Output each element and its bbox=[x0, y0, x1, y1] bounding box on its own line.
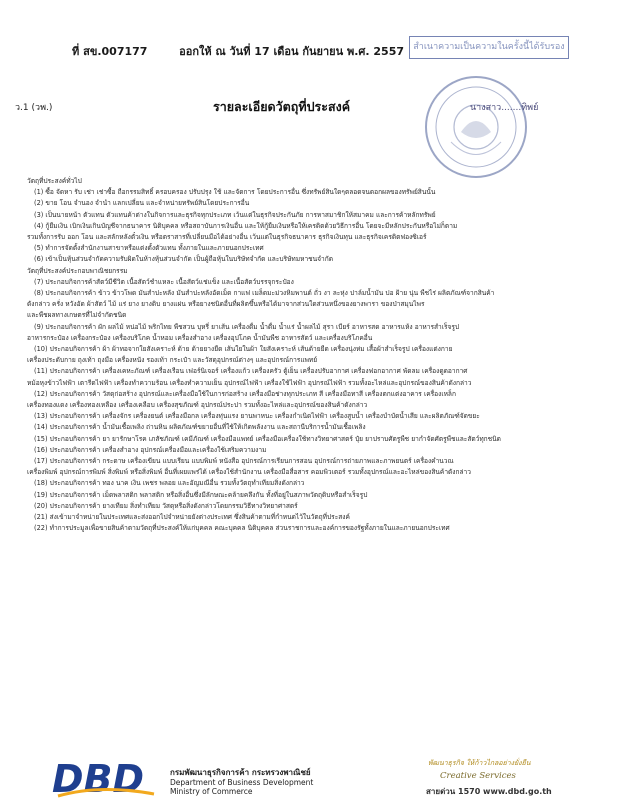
certification-stamp: สำเนาความเป็นความในครั้งนี้ได้รับรอง bbox=[409, 36, 569, 59]
objective-line: (4) กู้ยืมเงิน เบิกเงินเกินบัญชีจากธนาคาร นิติบุคคล หรือสถาบันการเงินอื่น และให้กู้ยืมเงินหรือให้เครดิตด้วยวิธีการอื่น โดยจะมีหลักประกันหรือไม่ก็ตาม bbox=[34, 221, 458, 230]
objective-line: (22) ทำการประมูลเพื่อขายสินค้าตามวัตถุที่ประสงค์ให้แก่บุคคล คณะบุคคล นิติบุคคล ส่วนราชการและองค์การของรัฐทั้งภายในและภายนอกประเทศ bbox=[34, 524, 450, 533]
objective-line: (14) ประกอบกิจการค้า น้ำมันเชื้อเพลิง ถ่านหิน ผลิตภัณฑ์ขยายอื่นที่ใช้ให้เกิดพลังงาน และสถานีบริการน้ำมันเชื้อเพลิง bbox=[34, 423, 366, 432]
official-seal-icon bbox=[421, 72, 531, 182]
objective-line: (19) ประกอบกิจการค้า เม็ดพลาสติก พลาสติก หรือสิ่งอื่นซึ่งมีลักษณะคล้ายคลึงกัน ทั้งที่อยู่ในสภาพวัตถุดิบหรือสำเร็จรูป bbox=[34, 490, 368, 499]
objective-line: วัตถุที่ประสงค์ทั่วไป bbox=[27, 177, 82, 185]
objective-line: (11) ประกอบกิจการค้า เครื่องเคหะภัณฑ์ เครื่องเรือน เฟอร์นิเจอร์ เครื่องแก้ว เครื่องครัว ตู้เย็น เครื่องปรับอากาศ เครื่องฟอกอากาศ พัดลม เครื่องดูดอากาศ bbox=[34, 367, 468, 376]
dbd-logo-text: DBD bbox=[52, 757, 145, 798]
objective-line: (20) ประกอบกิจการค้า ยางเทียม สิ่งทำเทียม วัสดุหรือสิ่งดังกล่าวโดยกรรมวิธีทางวิทยาศาสตร์ bbox=[34, 501, 298, 510]
objective-line: (5) ทำการจัดตั้งสำนักงานสาขาหรือแต่งตั้งตัวแทน ทั้งภายในและภายนอกประเทศ bbox=[34, 244, 264, 253]
department-name-th: กรมพัฒนาธุรกิจการค้า กระทรวงพาณิชย์ bbox=[170, 768, 311, 777]
issue-year: 2557 bbox=[373, 45, 405, 58]
hotline-contact: สายด่วน 1570 www.dbd.go.th bbox=[426, 787, 552, 796]
footer bbox=[0, 754, 618, 800]
dbd-logo-icon bbox=[50, 754, 158, 798]
objective-line: (7) ประกอบกิจการค้าสัตว์มีชีวิต เนื้อสัตว์ชำแหละ เนื้อสัตว์แช่แข็ง และเนื้อสัตว์บรรจุกระป๋อง bbox=[34, 277, 294, 286]
objective-line: (18) ประกอบกิจการค้า ทอง นาค เงิน เพชร พลอย และอัญมณีอื่น รวมทั้งวัตถุทำเทียมสิ่งดังกล่าว bbox=[34, 479, 305, 488]
department-info bbox=[170, 768, 313, 797]
objective-line: หม้อหุงข้าวไฟฟ้า เตารีดไฟฟ้า เครื่องทำความร้อน เครื่องทำความเย็น อุปกรณ์ไฟฟ้า เครื่องใช้ไฟฟ้า อุปกรณ์ไฟฟ้า รวมทั้งอะไหล่และอุปกรณ์ของสินค้าดังกล่าว bbox=[27, 378, 472, 387]
ministry-name-en: Ministry of Commerce bbox=[170, 787, 253, 796]
objective-line: (8) ประกอบกิจการค้า ข้าว ข้าวโพด มันสำปะหลัง มันสำปะหลังอัดเม็ด กาแฟ เมล็ดมะม่วงหิมพานต์ ถั่ว งา ละหุ่ง ปาล์มน้ำมัน ปอ ฝ้าย นุ่น พืชไร่ ผลิตภัณฑ์จากสินค้า bbox=[34, 289, 495, 298]
month-label: เดือน bbox=[273, 45, 299, 58]
issue-month: กันยายน bbox=[302, 45, 344, 58]
objective-line: และพืชผลทางเกษตรที่ไม่จำกัดชนิด bbox=[27, 311, 127, 320]
objectives-body bbox=[27, 176, 612, 535]
document-title: รายละเอียดวัตถุที่ประสงค์ bbox=[213, 99, 351, 114]
objective-line: (17) ประกอบกิจการค้า กระดาษ เครื่องเขียน แบบเรียน แบบพิมพ์ หนังสือ อุปกรณ์การเรียนการสอน อุปกรณ์การถ่ายภาพและภาพยนตร์ เครื่องคำนวณ bbox=[34, 457, 454, 466]
objective-line: (15) ประกอบกิจการค้า ยา ยารักษาโรค เภสัชภัณฑ์ เคมีภัณฑ์ เครื่องมือแพทย์ เครื่องมือเครื่องใช้ทางวิทยาศาสตร์ ปุ๋ย ยาปราบศัตรูพืช ยากำจัดศัตรูพืชและสัตว์ทุกชนิด bbox=[34, 434, 501, 443]
doc-number: สข.007177 bbox=[83, 45, 148, 58]
year-label: พ.ศ. bbox=[346, 45, 370, 58]
form-reference: ว.1 (วพ.) bbox=[15, 103, 53, 113]
objective-line: (1) ซื้อ จัดหา รับ เช่า เช่าซื้อ ถือกรรมสิทธิ์ ครอบครอง ปรับปรุง ใช้ และจัดการ โดยประการอื่น ซึ่งทรัพย์สินใดๆตลอดจนดอกผลของทรัพย์สินนั้น bbox=[34, 188, 436, 197]
objective-line: วัตถุที่ประสงค์ประกอบพาณิชยกรรม bbox=[27, 266, 128, 275]
objective-line: อาหารกระป๋อง เครื่องกระป๋อง เครื่องบริโภค น้ำหอม เครื่องสำอาง เครื่องอุปโภค น้ำมันพืช อาหารสัตว์ และเครื่องบริโภคอื่น bbox=[27, 333, 373, 342]
objective-line: (12) ประกอบกิจการค้า วัสดุก่อสร้าง อุปกรณ์และเครื่องมือใช้ในการก่อสร้าง เครื่องมือช่างทุกประเภท สี เครื่องมือทาสี เครื่องตกแต่งอาคาร เครื่องเหล็ก bbox=[34, 389, 456, 398]
objective-line: (16) ประกอบกิจการค้า เครื่องสำอาง อุปกรณ์เครื่องมือและเครื่องใช้เสริมความงาม bbox=[34, 445, 267, 454]
objective-line: รวมทั้งการรับ ออก โอน และสลักหลังตั๋วเงิน หรือตราสารที่เปลี่ยนมือได้อย่างอื่น เว้นแต่ในธุรกิจธนาคาร ธุรกิจเงินทุน และธุรกิจเครดิตฟองซิเอร์ bbox=[27, 233, 427, 242]
stamp-officer-signature: นางสาว.......ทิพย์ bbox=[470, 103, 539, 113]
objective-line: เครื่องประดับกาย ถุงเท้า ถุงมือ เครื่องหนัง รองเท้า กระเป๋า และวัสดุอุปกรณ์ต่างๆ และอุปกรณ์การแพทย์ bbox=[27, 356, 318, 365]
objective-line: (9) ประกอบกิจการค้า ผัก ผลไม้ หน่อไม้ พริกไทย พืชสวน บุหรี่ ยาเส้น เครื่องดื่ม น้ำดื่ม น้ำแร่ น้ำผลไม้ สุรา เบียร์ อาหารสด อาหารแห้ง อาหารสำเร็จรูป bbox=[34, 322, 460, 331]
objective-line: ดังกล่าว ครั่ง หวังอัด ผ้าสัตว์ ไม้ แร่ ยาง ยางดิบ ยางแผ่น หรือยางชนิดอื่นที่ผลิตขึ้นหรือได้มาจากส่วนใดส่วนหนึ่งของยางพารา ของป่าสมุนไพร bbox=[27, 300, 425, 309]
department-name-en: Department of Business Development bbox=[170, 777, 314, 787]
document-header bbox=[72, 42, 404, 60]
objective-line: เครื่องทองแดง เครื่องทองเหลือง เครื่องเคลือบ เครื่องสุขภัณฑ์ อุปกรณ์ประปา รวมทั้งอะไหล่และอุปกรณ์ของสินค้าดังกล่าว bbox=[27, 401, 368, 410]
objective-line: (2) ขาย โอน จำนอง จำนำ แลกเปลี่ยน และจำหน่ายทรัพย์สินโดยประการอื่น bbox=[34, 199, 250, 208]
issue-day: 17 bbox=[254, 45, 270, 58]
objective-line: (21) ส่งเข้ามาจำหน่ายในประเทศและส่งออกไปจำหน่ายยังต่างประเทศ ซึ่งสินค้าตามที่กำหนดไว้ในวัตถุที่ประสงค์ bbox=[34, 513, 350, 522]
objective-line: เครื่องพิมพ์ อุปกรณ์การพิมพ์ สิ่งพิมพ์ หรือสิ่งพิมพ์ อื่นที่เผยแพร่ได้ เครื่องใช้สำนักงาน เครื่องมือสื่อสาร คอมพิวเตอร์ รวมทั้งอุปกรณ์และอะไหล่ของสินค้าดังกล่าว bbox=[27, 468, 471, 477]
slogan: พัฒนาธุรกิจ ให้ก้าวไกลอย่างยั่งยืน bbox=[428, 759, 531, 767]
objective-line: (3) เป็นนายหน้า ตัวแทน ตัวแทนค้าต่างในกิจการและธุรกิจทุกประเภท เว้นแต่ในธุรกิจประกันภัย การหาสมาชิกให้สมาคม และการค้าหลักทรัพย์ bbox=[34, 210, 436, 219]
objective-line: (6) เข้าเป็นหุ้นส่วนจำกัดความรับผิดในห้างหุ้นส่วนจำกัด เป็นผู้ถือหุ้นในบริษัทจำกัด และบริษัทมหาชนจำกัด bbox=[34, 255, 334, 264]
issue-date-label: ออกให้ ณ วันที่ bbox=[179, 45, 251, 58]
objective-line: (13) ประกอบกิจการค้า เครื่องจักร เครื่องยนต์ เครื่องมือกล เครื่องทุ่นแรง ยานพาหนะ เครื่องกำเนิดไฟฟ้า เครื่องสูบน้ำ เครื่องบำบัดน้ำเสีย และผลิตภัณฑ์จัดขยะ bbox=[34, 412, 480, 421]
doc-number-label: ที่ bbox=[72, 45, 80, 58]
creative-services-tagline: Creative Services bbox=[440, 771, 516, 781]
objective-line: (10) ประกอบกิจการค้า ผ้า ผ้าทอจากใยสังเคราะห์ ด้าย ด้ายยางยืด เส้นใยในผ้า ใยสังเคราะห์ เส้นด้ายยืด เครื่องนุ่งห่ม เสื้อผ้าสำเร็จรูป เครื่องแต่งกาย bbox=[34, 345, 453, 354]
